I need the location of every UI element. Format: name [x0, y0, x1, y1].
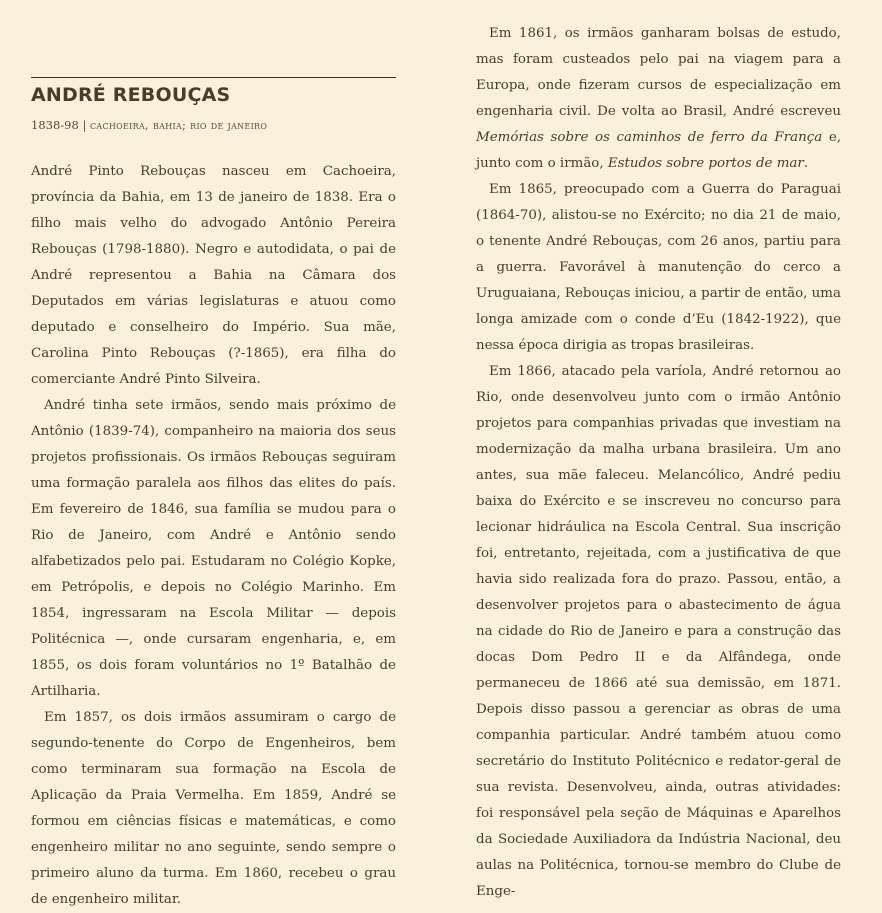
- paragraph-birth: André Pinto Rebouças nasceu em Cachoeira, província da Bahia, em 13 de janeiro de 1838. Era o filho mais velho do advogado Antônio Pereira Rebouças (1798-1880). Negro e autodidata, o pai de André representou a Bahia na Câmara dos Deputados em várias legislaturas e atuou como deputado e conselheiro do Império. Sua mãe, Carolina Pinto Rebouças (?-1865), era filha do comerciante André Pinto Silveira.: [31, 164, 396, 387]
- paragraph-europe-text-c: .: [803, 156, 809, 171]
- paragraph-siblings: André tinha sete irmãos, sendo mais próximo de Antônio (1839-74), companheiro na maioria dos seus projetos profissionais. Os irmãos Rebouças seguiram uma formação paralela aos filhos das elites do país. Em fevereiro de 1846, sua família se mudou para o Rio de Janeiro, com André e Antônio sendo alfabetizados pelo pai. Estudaram no Colégio Kopke, em Petrópolis, e depois no Colégio Marinho. Em 1854, ingressaram na Escola Militar — depois Politécnica —, onde cursaram engenharia, e, em 1855, os dois foram voluntários no 1º Batalhão de Artilharia.: [31, 398, 396, 699]
- article-subtitle: [31, 118, 267, 132]
- birth-places: cachoeira, bahia; rio de janeiro: [89, 118, 268, 132]
- title-rule: [31, 77, 396, 78]
- paragraph-military: Em 1857, os dois irmãos assumiram o cargo de segundo-tenente do Corpo de Engenheiros, bem como terminaram sua formação na Escola de Aplicação da Praia Vermelha. Em 1859, André se formou em ciências físicas e matemáticas, e como engenheiro militar no ano seguinte, sendo sempre o primeiro aluno da turma. Em 1860, recebeu o grau de engenheiro militar.: [31, 710, 396, 907]
- left-column: [31, 159, 396, 913]
- paragraph-europe: [476, 21, 841, 177]
- right-column: [476, 21, 841, 905]
- subtitle-separator: |: [82, 118, 87, 132]
- paragraph-europe-text-a: Em 1861, os irmãos ganharam bolsas de estudo, mas foram custeados pelo pai na viagem para a Europa, onde fizeram cursos de especialização em engenharia civil. De volta ao Brasil, André escreveu: [476, 26, 841, 119]
- paragraph-europe-text-b: e, junto com o irmão,: [476, 130, 841, 171]
- book-title-ports: Estudos sobre portos de mar: [607, 156, 804, 171]
- life-dates: 1838-98: [31, 118, 79, 132]
- paragraph-war: Em 1865, preocupado com a Guerra do Paraguai (1864-70), alistou-se no Exército; no dia 21 de maio, o tenente André Rebouças, com 26 anos, partiu para a guerra. Favorável à manutenção do cerco a Uruguaiana, Rebouças iniciou, a partir de então, uma longa amizade com o conde d’Eu (1842-1922), que nessa época dirigia as tropas brasileiras.: [476, 182, 841, 353]
- paragraph-career: Em 1866, atacado pela varíola, André retornou ao Rio, onde desenvolveu junto com o irmão Antônio projetos para companhias privadas que investiam na modernização da malha urbana brasileira. Um ano antes, sua mãe faleceu. Melancólico, André pediu baixa do Exército e se inscreveu no concurso para lecionar hidráulica na Escola Central. Sua inscrição foi, entretanto, rejeitada, com a justificativa de que havia sido realizada fora do prazo. Passou, então, a desenvolver projetos para o abastecimento de água na cidade do Rio de Janeiro e para a construção das docas Dom Pedro II e da Alfândega, onde permaneceu de 1866 até sua demissão, em 1871. Depois disso passou a gerenciar as obras de uma companhia particular. André também atuou como secretário do Instituto Politécnico e redator-geral de sua revista. Desenvolveu, ainda, outras atividades: foi responsável pela seção de Máquinas e Aparelhos da Sociedade Auxiliadora da Indústria Nacional, deu aulas na Politécnica, tornou-se membro do Clube de Enge-: [476, 364, 841, 899]
- book-title-railways: Memórias sobre os caminhos de ferro da França: [476, 130, 823, 145]
- article-title: ANDRÉ REBOUÇAS: [31, 84, 231, 106]
